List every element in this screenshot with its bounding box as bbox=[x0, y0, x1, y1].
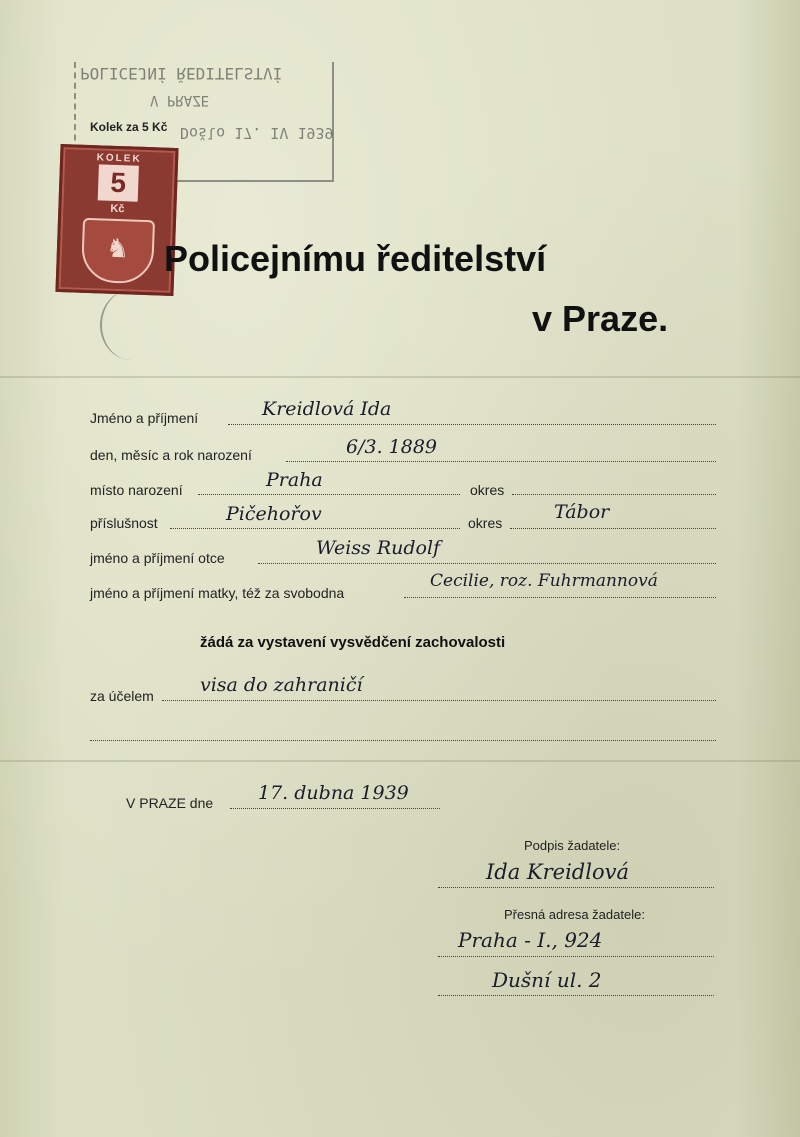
purpose-line-2 bbox=[90, 740, 716, 741]
birthplace-line bbox=[198, 494, 460, 495]
date-line bbox=[230, 808, 440, 809]
address-line1: Praha - I., 924 bbox=[458, 928, 603, 952]
father-label: jméno a příjmení otce bbox=[90, 550, 225, 566]
birthplace-district-label: okres bbox=[470, 482, 505, 498]
paper-fold bbox=[0, 760, 800, 762]
paper-fold bbox=[0, 376, 800, 378]
father-line bbox=[258, 563, 716, 564]
revenue-stamp bbox=[55, 144, 178, 296]
domicile-district-value: Tábor bbox=[554, 501, 610, 523]
revenue-stamp-value: 5 bbox=[98, 164, 139, 201]
domicile-district-line bbox=[510, 528, 716, 529]
address-line2: Dušní ul. 2 bbox=[492, 968, 602, 992]
birthplace-value: Praha bbox=[266, 469, 323, 491]
address-line1-rule bbox=[438, 956, 714, 957]
father-value: Weiss Rudolf bbox=[316, 537, 441, 559]
birthplace-label: místo narození bbox=[90, 482, 183, 498]
birth-date-line bbox=[286, 461, 716, 462]
office-stamp-date: Došlo 17. IV 1939 bbox=[180, 124, 334, 142]
office-stamp-line1: POLICEJNÍ ŘEDITELSTVÍ bbox=[80, 64, 283, 83]
birth-date-label: den, měsíc a rok narození bbox=[90, 447, 252, 463]
birthplace-district-line bbox=[512, 494, 716, 495]
domicile-label: příslušnost bbox=[90, 515, 158, 531]
domicile-line bbox=[170, 528, 460, 529]
page-title-line1: Policejnímu ředitelství bbox=[164, 238, 547, 279]
birth-date-value: 6/3. 1889 bbox=[346, 436, 438, 458]
mother-value: Cecilie, roz. Fuhrmannová bbox=[430, 571, 658, 591]
name-line bbox=[228, 424, 716, 425]
kolek-label: Kolek za 5 Kč bbox=[90, 120, 168, 134]
domicile-value: Pičehořov bbox=[226, 503, 322, 525]
lion-icon: ♞ bbox=[105, 232, 130, 264]
name-value: Kreidlová Ida bbox=[262, 398, 392, 420]
signature-line bbox=[438, 887, 714, 888]
revenue-stamp-header: KOLEK bbox=[96, 152, 142, 165]
request-heading: žádá za vystavení vysvědčení zachovalosti bbox=[200, 634, 506, 651]
address-line2-rule bbox=[438, 995, 714, 996]
name-label: Jméno a příjmení bbox=[90, 410, 199, 426]
purpose-label: za účelem bbox=[90, 688, 154, 704]
round-stamp-fragment bbox=[100, 290, 162, 360]
signature-label: Podpis žadatele: bbox=[524, 838, 621, 853]
domicile-district-label: okres bbox=[468, 515, 503, 531]
date-value: 17. dubna 1939 bbox=[258, 782, 409, 804]
place-date-label: V PRAZE dne bbox=[126, 795, 214, 811]
page-title-line2: v Praze. bbox=[532, 298, 669, 339]
revenue-stamp-currency: Kč bbox=[110, 202, 125, 216]
purpose-value: visa do zahraničí bbox=[200, 674, 363, 696]
office-stamp-line2: V PRAZE bbox=[150, 92, 210, 108]
address-label: Přesná adresa žadatele: bbox=[504, 907, 645, 922]
signature-value: Ida Kreidlová bbox=[486, 860, 629, 884]
mother-label: jméno a příjmení matky, též za svobodna bbox=[90, 585, 345, 601]
purpose-line bbox=[162, 700, 716, 701]
mother-line bbox=[404, 597, 716, 598]
